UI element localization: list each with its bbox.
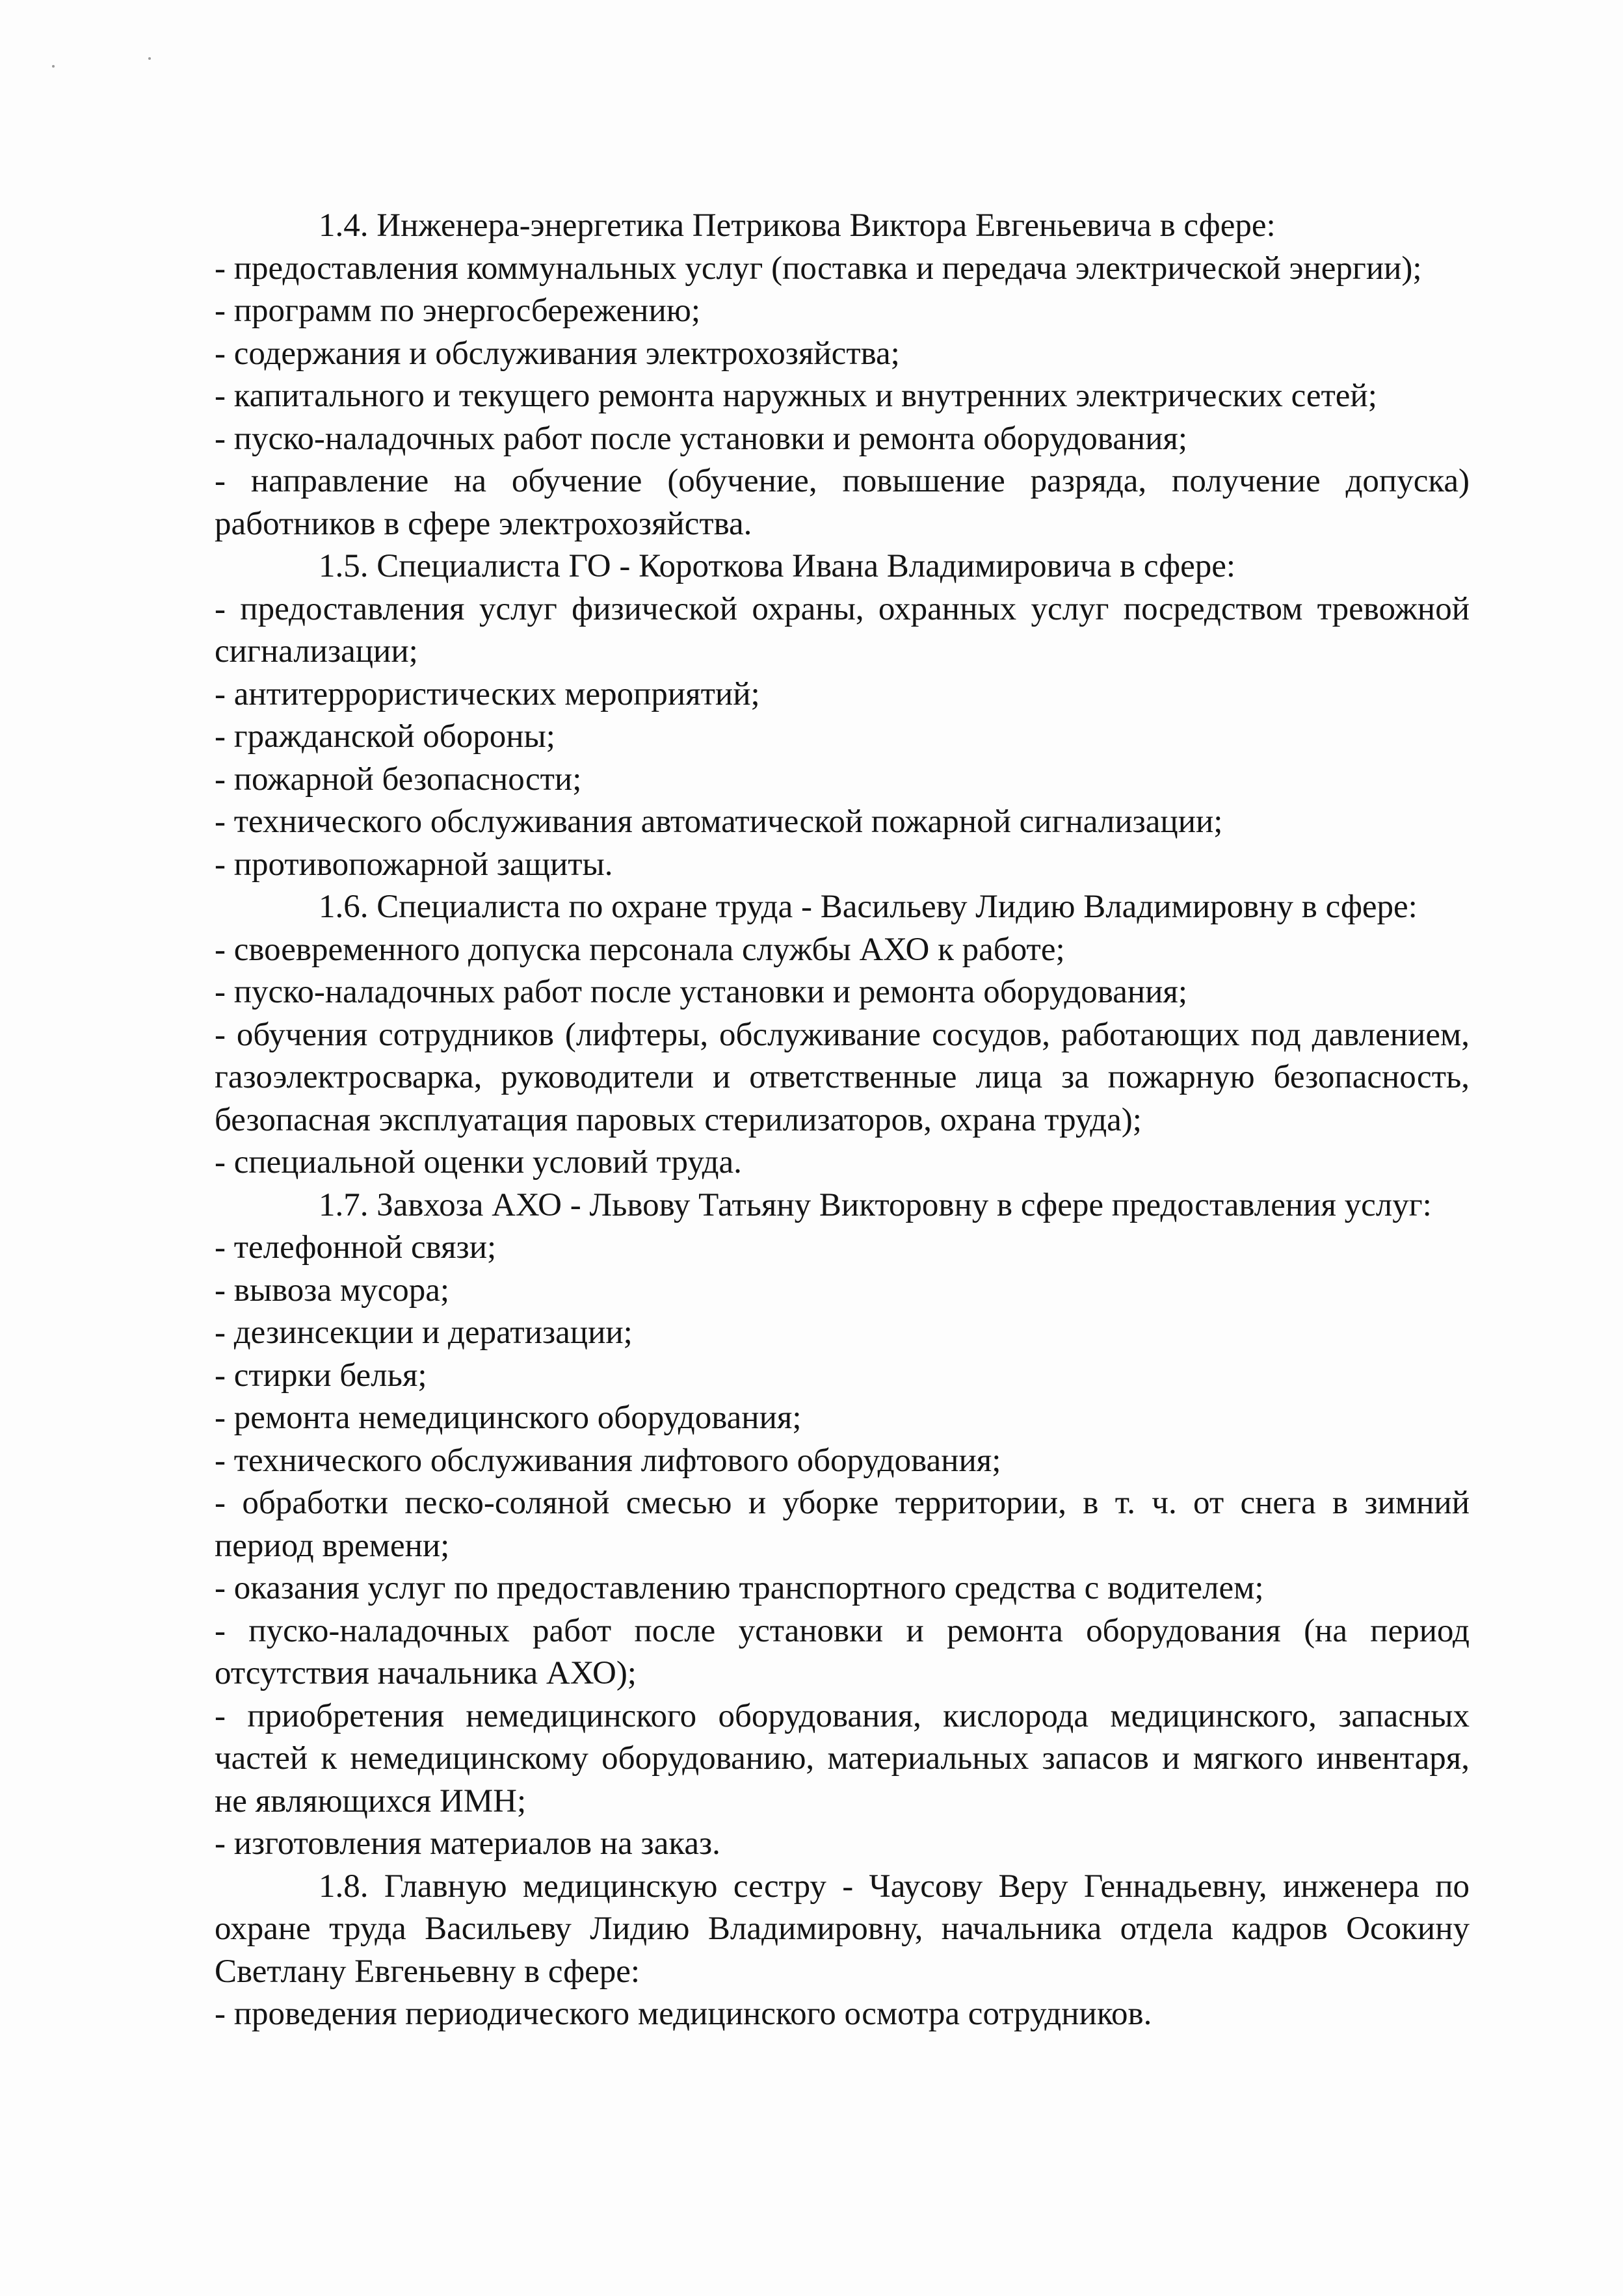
list-item: - дезинсекции и дератизации; [215, 1314, 633, 1351]
list-item: - своевременного допуска персонала службы АХО к работе; [215, 931, 1065, 968]
list-item: - специальной оценки условий труда. [215, 1144, 742, 1181]
list-item: - оказания услуг по предоставлению транспортного средства с водителем; [215, 1570, 1264, 1606]
list-item: - пуско-наладочных работ после установки и ремонта оборудования; [215, 974, 1188, 1010]
section-1-5 [215, 545, 1470, 886]
list-item: - приобретения немедицинского оборудования, кислорода медицинского, запасных частей к немедицинскому оборудованию, материальных запасов и мягкого инвентаря, не являющихся ИМН; [215, 1697, 1470, 1820]
list-item: - ремонта немедицинского оборудования; [215, 1400, 802, 1436]
list-item: - программ по энергосбережению; [215, 293, 701, 329]
list-item: - телефонной связи; [215, 1229, 497, 1266]
list-item: - проведения периодического медицинского осмотра сотрудников. [215, 1996, 1152, 2032]
list-item: - противопожарной защиты. [215, 846, 613, 883]
list-item: - обработки песко-соляной смесью и уборке территории, в т. ч. от снега в зимний период времени; [215, 1485, 1470, 1564]
list-item: - технического обслуживания автоматической пожарной сигнализации; [215, 803, 1223, 840]
scan-speck [52, 65, 55, 68]
section-1-4 [215, 205, 1470, 545]
section-heading: 1.5. Специалиста ГО - Короткова Ивана Владимировича в сфере: [319, 548, 1236, 584]
list-item: - технического обслуживания лифтового оборудования; [215, 1442, 1001, 1479]
list-item: - обучения сотрудников (лифтеры, обслуживание сосудов, работающих под давлением, газоэлектросварка, руководители и ответственные лица за пожарную безопасность, безопасная эксплуатация паровых стерилизаторов, охрана труда); [215, 1016, 1470, 1138]
list-item: - пожарной безопасности; [215, 761, 582, 798]
section-1-8 [215, 1866, 1470, 2036]
list-item: - антитеррористических мероприятий; [215, 675, 760, 712]
list-item: - капитального и текущего ремонта наружных и внутренних электрических сетей; [215, 378, 1377, 414]
section-heading: 1.7. Завхоза АХО - Львову Татьяну Викторовну в сфере предоставления услуг: [319, 1186, 1432, 1223]
section-heading: 1.8. Главную медицинскую сестру - Чаусову Веру Геннадьевну, инженера по охране труда Васильеву Лидию Владимировну, начальника отдела кадров Осокину Светлану Евгеньевну в сфере: [215, 1868, 1470, 1990]
list-item: - пуско-наладочных работ после установки и ремонта оборудования; [215, 420, 1188, 457]
scan-speck [148, 57, 151, 60]
list-item: - вывоза мусора; [215, 1272, 450, 1309]
document-body [215, 205, 1470, 2036]
section-heading: 1.4. Инженера-энергетика Петрикова Виктора Евгеньевича в сфере: [319, 207, 1276, 244]
section-1-6 [215, 886, 1470, 1184]
list-item: - предоставления услуг физической охраны, охранных услуг посредством тревожной сигнализации; [215, 590, 1470, 670]
list-item: - стирки белья; [215, 1357, 427, 1394]
list-item: - пуско-наладочных работ после установки и ремонта оборудования (на период отсутствия начальника АХО); [215, 1612, 1470, 1691]
list-item: - гражданской обороны; [215, 718, 555, 755]
section-heading: 1.6. Специалиста по охране труда - Васильеву Лидию Владимировну в сфере: [319, 889, 1418, 925]
list-item: - содержания и обслуживания электрохозяйства; [215, 335, 900, 372]
list-item: - предоставления коммунальных услуг (поставка и передача электрической энергии); [215, 250, 1422, 287]
list-item: - направление на обучение (обучение, повышение разряда, получение допуска) работников в сфере электрохозяйства. [215, 463, 1470, 542]
list-item: - изготовления материалов на заказ. [215, 1825, 720, 1862]
section-1-7 [215, 1184, 1470, 1866]
